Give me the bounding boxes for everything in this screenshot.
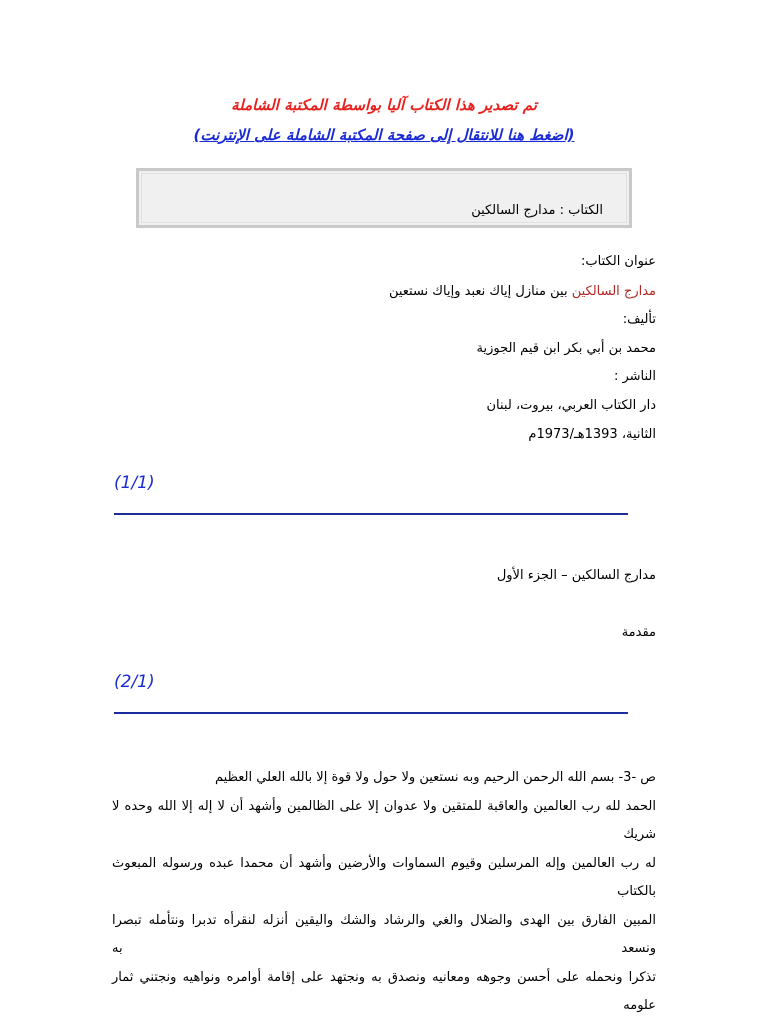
page-divider-1 (114, 513, 628, 515)
intro-heading: مقدمة (621, 625, 656, 640)
body-line-2: الحمد لله رب العالمين والعاقبة للمتقين ولا عدوان إلا على الظالمين وأشهد أن لا إله إلا الله وحده لا شريك (112, 798, 656, 842)
shamela-website-link[interactable]: (اضغط هنا للانتقال إلى صفحة المكتبة الشاملة على الإنترنت) (193, 126, 575, 144)
author-name: محمد بن أبي بكر ابن قيم الجوزية (476, 341, 656, 356)
export-title: تم تصدير هذا الكتاب آليا بواسطة المكتبة الشاملة (231, 96, 537, 114)
page-number-1: (1/1) (114, 473, 155, 493)
body-line-4: المبين الفارق بين الهدى والضلال والغي والرشاد والشك واليقين أنزله لنقرأه تدبرا ونتأمله تبصرا ونسعد به (112, 912, 656, 956)
body-line-5: تذكرا ونحمله على أحسن وجوهه ومعانيه ونصدق به ونجتهد على إقامة أوامره ونواهيه ونجتني ثمار علومه (112, 969, 656, 1013)
author-label: تأليف: (622, 312, 656, 327)
book-title-rest: بين منازل إياك نعبد وإياك نستعين (388, 284, 572, 299)
book-title-label: الكتاب : مدارج السالكين (471, 203, 603, 218)
book-full-title (389, 284, 656, 299)
body-paragraph (112, 764, 656, 1021)
edition-info: الثانية، 1393هـ/1973م (528, 427, 656, 442)
body-line-1: ص -3- بسم الله الرحمن الرحيم وبه نستعين ولا حول ولا قوة إلا بالله العلي العظيم (215, 770, 656, 785)
page-number-2: (2/1) (114, 672, 155, 692)
book-title-red: مدارج السالكين (571, 284, 656, 299)
volume-title: مدارج السالكين – الجزء الأول (496, 568, 656, 583)
title-label: عنوان الكتاب: (581, 254, 656, 269)
publisher-label: الناشر : (613, 369, 656, 384)
page-divider-2 (114, 712, 628, 714)
book-title-box (136, 168, 632, 228)
body-line-3: له رب العالمين وإله المرسلين وقيوم السماوات والأرضين وأشهد أن محمدا عبده ورسوله المبعوث بالكتاب (112, 855, 656, 899)
publisher-name: دار الكتاب العربي، بيروت، لبنان (486, 398, 656, 413)
